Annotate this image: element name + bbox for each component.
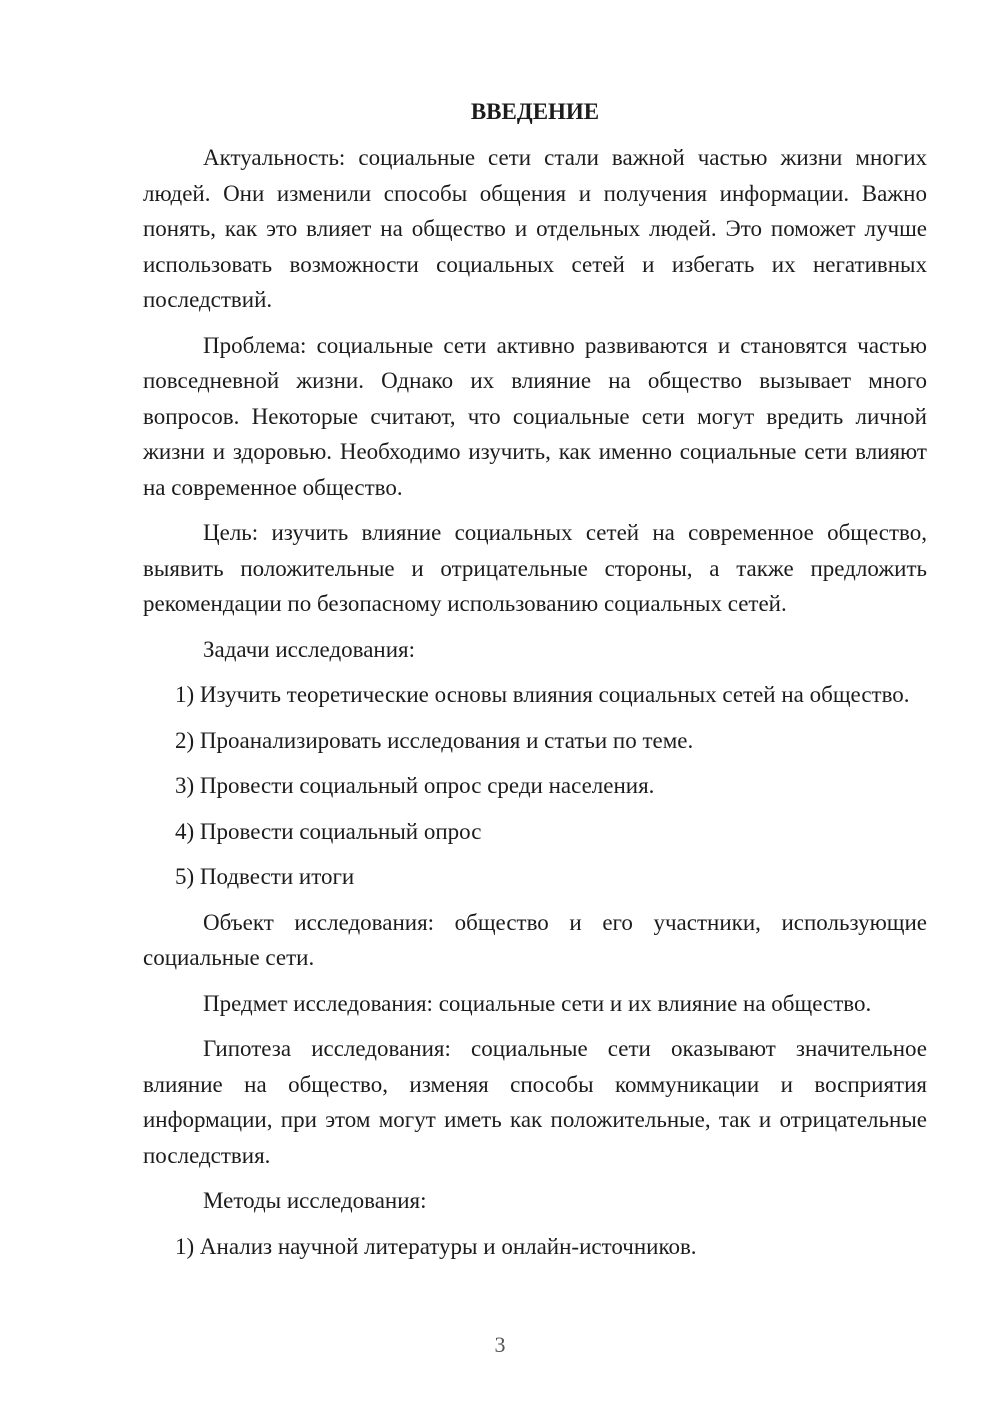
task-item: 5) Подвести итоги: [175, 864, 355, 889]
task-item: 3) Провести социальный опрос среди населения.: [175, 773, 655, 798]
hypothesis-paragraph: Гипотеза исследования: социальные сети оказывают значительное влияние на общество, изменяя способы коммуникации и восприятия информации, при этом могут иметь как положительные, так и отрицательные последствия.: [143, 1036, 927, 1168]
method-item: 1) Анализ научной литературы и онлайн-источников.: [175, 1233, 697, 1259]
relevance-paragraph: Актуальность: социальные сети стали важной частью жизни многих людей. Они изменили способы общения и получения информации. Важно понять, как это влияет на общество и отдельных людей. Это поможет лучше использовать возможности социальных сетей и избегать их негативных последствий.: [143, 145, 927, 312]
object-paragraph: Объект исследования: общество и его участники, использующие социальные сети.: [143, 909, 927, 970]
section-heading: ВВЕДЕНИЕ: [470, 99, 600, 124]
task-item: 4) Провести социальный опрос: [175, 818, 482, 844]
page-number: 3: [494, 1332, 506, 1357]
task-item: 1) Изучить теоретические основы влияния социальных сетей на общество.: [175, 682, 910, 707]
task-item: 2) Проанализировать исследования и статьи по теме.: [175, 727, 694, 753]
goal-paragraph: Цель: изучить влияние социальных сетей на современное общество, выявить положительные и отрицательные стороны, а также предложить рекомендации по безопасному использованию социальных сетей.: [143, 520, 927, 616]
tasks-heading: Задачи исследования:: [203, 636, 416, 662]
problem-paragraph: Проблема: социальные сети активно развиваются и становятся частью повседневной жизни. Однако их влияние на общество вызывает много вопросов. Некоторые считают, что социальные сети могут вредить личной жизни и здоровью. Необходимо изучить, как именно социальные сети влияют на современное общество.: [143, 332, 927, 500]
methods-heading: Методы исследования:: [203, 1188, 427, 1213]
subject-paragraph: Предмет исследования: социальные сети и их влияние на общество.: [203, 990, 872, 1016]
